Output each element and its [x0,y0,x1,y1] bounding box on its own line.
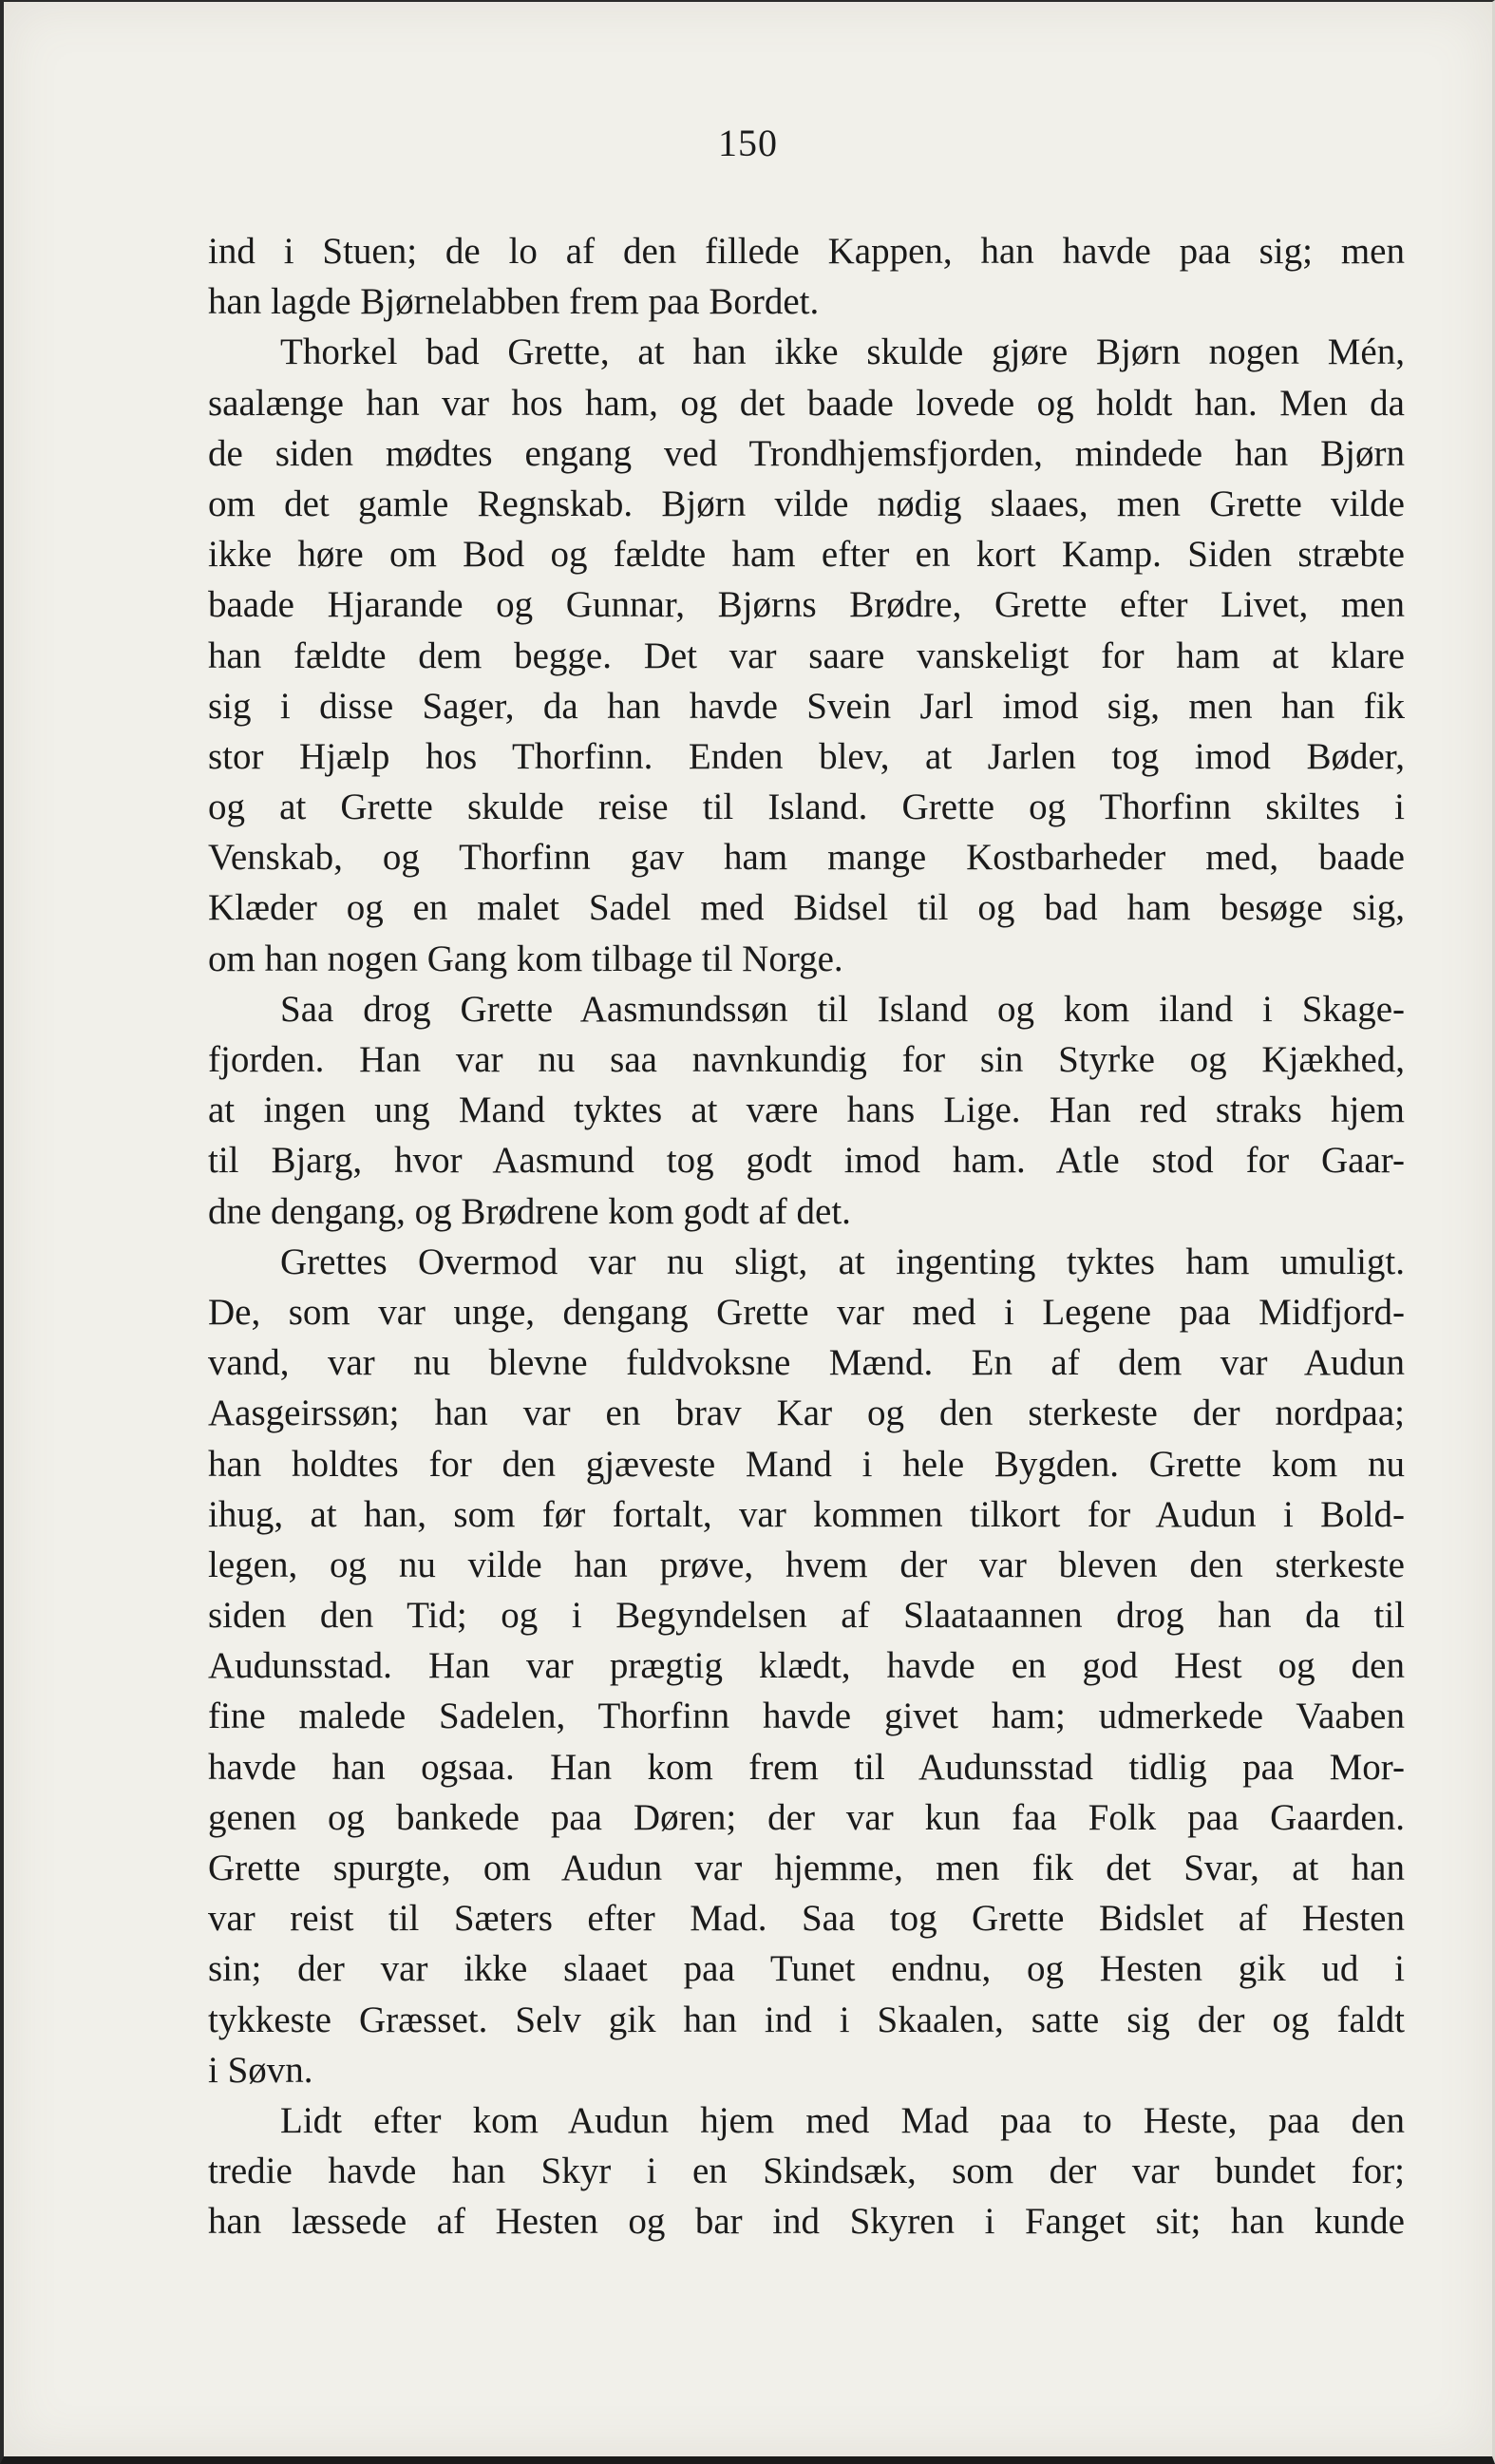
text-line: Klæder og en malet Sadel med Bidsel til og bad ham besøge sig, [208,887,1405,929]
text-line: fine malede Sadelen, Thorfinn havde givet ham; udmerkede Vaaben [208,1696,1405,1737]
text-line: Lidt efter kom Audun hjem med Mad paa to Heste, paa den [280,2099,1405,2141]
body-text [208,226,1405,2247]
text-line: han læssede af Hesten og bar ind Skyren i Fanget sit; han kunde [208,2201,1405,2243]
text-line: stor Hjælp hos Thorfinn. Enden blev, at Jarlen tog imod Bøder, [208,735,1405,777]
text-line: han fældte dem begge. Det var saare vanskeligt for ham at klare [208,635,1405,676]
text-line: Aasgeirssøn; han var en brav Kar og den sterkeste der nordpaa; [208,1393,1405,1434]
text-line: fjorden. Han var nu saa navnkundig for sin Styrke og Kjækhed, [208,1039,1405,1080]
text-line: om han nogen Gang kom tilbage til Norge. [208,938,843,979]
text-line: tykkeste Græsset. Selv gik han ind i Skaalen, satte sig der og faldt [208,1999,1405,2040]
text-line: vand, var nu blevne fuldvoksne Mænd. En af dem var Audun [208,1342,1405,1384]
text-line: i Søvn. [208,2049,313,2091]
text-line: baade Hjarande og Gunnar, Bjørns Brødre, Grette efter Livet, men [208,584,1405,626]
text-line: til Bjarg, hvor Aasmund tog godt imod ham. Atle stod for Gaar- [208,1140,1405,1182]
text-line: ihug, at han, som før fortalt, var kommen tilkort for Audun i Bold- [208,1493,1405,1535]
page-number: 150 [718,122,778,164]
text-line: ikke høre om Bod og fældte ham efter en kort Kamp. Siden stræbte [208,534,1405,576]
text-line: Grette spurgte, om Audun var hjemme, men fik det Svar, at han [208,1848,1405,1888]
text-line: om det gamle Regnskab. Bjørn vilde nødig slaaes, men Grette vilde [208,483,1405,524]
text-line: havde han ogsaa. Han kom frem til Audunsstad tidlig paa Mor- [208,1746,1405,1788]
text-line: var reist til Sæters efter Mad. Saa tog Grette Bidslet af Hesten [208,1898,1405,1940]
text-line: legen, og nu vilde han prøve, hvem der var bleven den sterkeste [208,1544,1405,1585]
text-line: saalænge han var hos ham, og det baade lovede og holdt han. Men da [208,382,1405,424]
text-line: ind i Stuen; de lo af den fillede Kappen, han havde paa sig; men [208,231,1405,272]
text-line: tredie havde han Skyr i en Skindsæk, som der var bundet for; [208,2151,1405,2192]
text-line: De, som var unge, dengang Grette var med i Legene paa Midfjord- [208,1291,1405,1333]
text-line: siden den Tid; og i Begyndelsen af Slaataannen drog han da til [208,1595,1405,1637]
text-line: dne dengang, og Brødrene kom godt af det. [208,1190,851,1232]
text-line: at ingen ung Mand tyktes at være hans Lige. Han red straks hjem [208,1090,1405,1131]
text-line: og at Grette skulde reise til Island. Grette og Thorfinn skiltes i [208,787,1405,828]
text-line: sin; der var ikke slaaet paa Tunet endnu, og Hesten gik ud i [208,1948,1405,1990]
text-line: Audunsstad. Han var prægtig klædt, havde en god Hest og den [208,1645,1405,1687]
text-line: Thorkel bad Grette, at han ikke skulde gjøre Bjørn nogen Mén, [280,332,1405,373]
text-line: genen og bankede paa Døren; der var kun faa Folk paa Gaarden. [208,1796,1405,1838]
text-line: Saa drog Grette Aasmundssøn til Island og kom iland i Skage- [280,988,1405,1030]
text-line: han holdtes for den gjæveste Mand i hele Bygden. Grette kom nu [208,1443,1405,1485]
text-line: Grettes Overmod var nu sligt, at ingenting tyktes ham umuligt. [280,1241,1405,1282]
text-line: Venskab, og Thorfinn gav ham mange Kostbarheder med, baade [208,837,1405,879]
text-line: han lagde Bjørnelabben frem paa Bordet. [208,281,820,323]
text-line: de siden mødtes engang ved Trondhjemsfjorden, mindede han Bjørn [208,432,1405,474]
text-line: sig i disse Sager, da han havde Svein Jarl imod sig, men han fik [208,685,1405,727]
